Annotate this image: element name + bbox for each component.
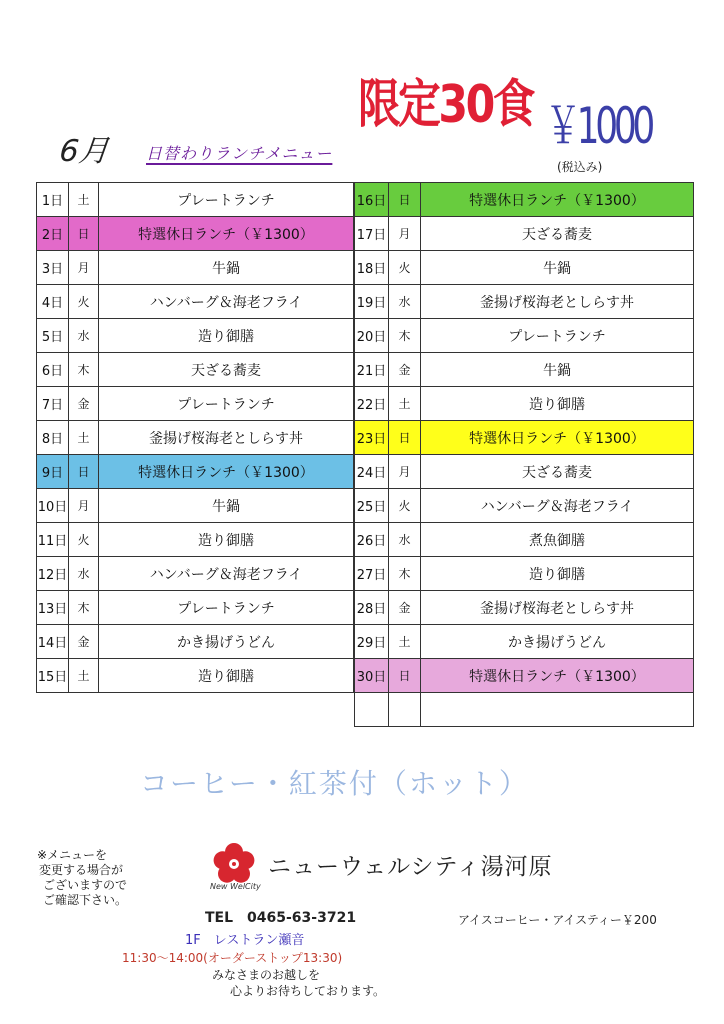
table-row [37,353,354,387]
weekday-cell: 火 [69,523,99,557]
weekday-cell: 金 [69,625,99,659]
table-row [355,591,694,625]
day-cell: 29日 [355,625,389,659]
hotel-name: ニューウェルシティ湯河原 [268,854,553,880]
menu-item-cell: 特選休日ランチ（￥1300） [99,217,354,251]
table-row [37,183,354,217]
weekday-cell: 金 [389,591,421,625]
weekday-cell: 金 [389,353,421,387]
weekday-cell: 水 [69,319,99,353]
day-cell: 3日 [37,251,69,285]
table-row [355,557,694,591]
day-cell: 5日 [37,319,69,353]
table-row [37,251,354,285]
weekday-cell: 日 [389,183,421,217]
weekday-cell: 土 [69,659,99,693]
weekday-cell: 金 [69,387,99,421]
menu-item-cell: 牛鍋 [99,251,354,285]
weekday-cell [389,693,421,727]
day-cell: 8日 [37,421,69,455]
menu-item-cell: プレートランチ [99,387,354,421]
day-cell: 23日 [355,421,389,455]
weekday-cell: 水 [389,523,421,557]
table-row [355,489,694,523]
weekday-cell: 日 [389,659,421,693]
iced-drinks-price: アイスコーヒー・アイスティー￥200 [458,913,657,927]
menu-item-cell: 煮魚御膳 [421,523,694,557]
weekday-cell: 木 [389,557,421,591]
menu-subtitle: 日替わりランチメニュー [146,144,333,163]
day-cell: 25日 [355,489,389,523]
menu-item-cell: 釜揚げ桜海老としらす丼 [421,285,694,319]
day-cell: 10日 [37,489,69,523]
day-cell: 13日 [37,591,69,625]
day-cell: 19日 [355,285,389,319]
table-row [355,421,694,455]
weekday-cell: 土 [389,625,421,659]
menu-item-cell: 造り御膳 [99,319,354,353]
menu-item-cell: 牛鍋 [99,489,354,523]
menu-item-cell: かき揚げうどん [421,625,694,659]
day-cell: 9日 [37,455,69,489]
day-cell: 28日 [355,591,389,625]
drink-included-note: コーヒー・紅茶付（ホット） [140,767,529,800]
menu-item-cell: ハンバーグ＆海老フライ [421,489,694,523]
menu-item-cell: 特選休日ランチ（￥1300） [421,183,694,217]
menu-item-cell: プレートランチ [421,319,694,353]
table-row [37,285,354,319]
weekday-cell: 火 [389,251,421,285]
weekday-cell: 土 [69,421,99,455]
day-cell: 7日 [37,387,69,421]
day-cell: 4日 [37,285,69,319]
notice-line: ご確認下さい。 [43,893,128,907]
weekday-cell: 火 [69,285,99,319]
table-row [355,523,694,557]
day-cell: 27日 [355,557,389,591]
welcome-message-line2: 心よりお待ちしております。 [230,984,386,998]
menu-item-cell: 釜揚げ桜海老としらす丼 [99,421,354,455]
table-row [37,387,354,421]
weekday-cell: 月 [69,489,99,523]
menu-item-cell: 釜揚げ桜海老としらす丼 [421,591,694,625]
table-row [37,217,354,251]
logo-subtext: New WelCity [210,882,261,891]
day-cell: 11日 [37,523,69,557]
table-row [37,523,354,557]
table-row [355,319,694,353]
menu-item-cell: かき揚げうどん [99,625,354,659]
menu-item-cell: 天ざる蕎麦 [99,353,354,387]
table-row [355,659,694,693]
welcome-message-line1: みなさまのお越しを [212,968,321,982]
menu-item-cell: ハンバーグ＆海老フライ [99,557,354,591]
weekday-cell: 木 [389,319,421,353]
day-cell: 17日 [355,217,389,251]
table-row [37,557,354,591]
menu-item-cell: 特選休日ランチ（￥1300） [421,659,694,693]
day-cell: 18日 [355,251,389,285]
weekday-cell: 月 [389,217,421,251]
table-row [37,421,354,455]
weekday-cell: 日 [389,421,421,455]
day-cell: 2日 [37,217,69,251]
table-row [355,693,694,727]
menu-item-cell: 天ざる蕎麦 [421,217,694,251]
day-cell: 14日 [37,625,69,659]
menu-table-right [354,182,694,727]
day-cell: 30日 [355,659,389,693]
weekday-cell: 月 [389,455,421,489]
weekday-cell: 水 [69,557,99,591]
table-row [355,455,694,489]
weekday-cell: 土 [69,183,99,217]
weekday-cell: 月 [69,251,99,285]
table-row [37,591,354,625]
table-row [355,353,694,387]
tax-note: (税込み) [557,160,603,174]
weekday-cell: 日 [69,455,99,489]
menu-item-cell: 造り御膳 [421,557,694,591]
table-row [355,625,694,659]
day-cell: 6日 [37,353,69,387]
table-row [37,455,354,489]
table-row [355,183,694,217]
business-hours: 11:30～14:00(オーダーストップ13:30) [122,951,343,965]
table-row [37,625,354,659]
weekday-cell: 火 [389,489,421,523]
day-cell: 16日 [355,183,389,217]
menu-item-cell: 造り御膳 [99,523,354,557]
table-row [37,319,354,353]
weekday-cell: 木 [69,353,99,387]
table-row [355,217,694,251]
table-row [37,659,354,693]
table-row [355,251,694,285]
menu-item-cell: プレートランチ [99,591,354,625]
day-cell: 26日 [355,523,389,557]
menu-item-cell: 特選休日ランチ（￥1300） [99,455,354,489]
menu-item-cell: 牛鍋 [421,251,694,285]
table-row [37,489,354,523]
weekday-cell: 日 [69,217,99,251]
restaurant-name: 1F レストラン瀬音 [185,933,305,948]
month-title: 6月 [57,134,111,169]
day-cell: 20日 [355,319,389,353]
weekday-cell: 土 [389,387,421,421]
menu-item-cell: ハンバーグ＆海老フライ [99,285,354,319]
weekday-cell: 水 [389,285,421,319]
lunch-price: ￥1000 [545,97,652,155]
limited-quantity-banner: 限定30食 [358,75,533,135]
day-cell: 24日 [355,455,389,489]
table-row [355,387,694,421]
day-cell: 21日 [355,353,389,387]
menu-item-cell [421,693,694,727]
plum-blossom-icon [212,842,256,886]
notice-line: ございますので [43,878,128,892]
notice-line: ※メニューを [37,848,108,862]
day-cell: 15日 [37,659,69,693]
menu-change-notice [37,848,127,908]
notice-line: 変更する場合が [39,863,124,877]
menu-table-left [36,182,354,693]
day-cell: 12日 [37,557,69,591]
menu-item-cell: 特選休日ランチ（￥1300） [421,421,694,455]
menu-item-cell: プレートランチ [99,183,354,217]
menu-item-cell: 造り御膳 [421,387,694,421]
day-cell [355,693,389,727]
menu-item-cell: 牛鍋 [421,353,694,387]
phone-number: TEL 0465-63-3721 [205,910,357,926]
table-row [355,285,694,319]
weekday-cell: 木 [69,591,99,625]
day-cell: 1日 [37,183,69,217]
menu-item-cell: 天ざる蕎麦 [421,455,694,489]
menu-item-cell: 造り御膳 [99,659,354,693]
day-cell: 22日 [355,387,389,421]
